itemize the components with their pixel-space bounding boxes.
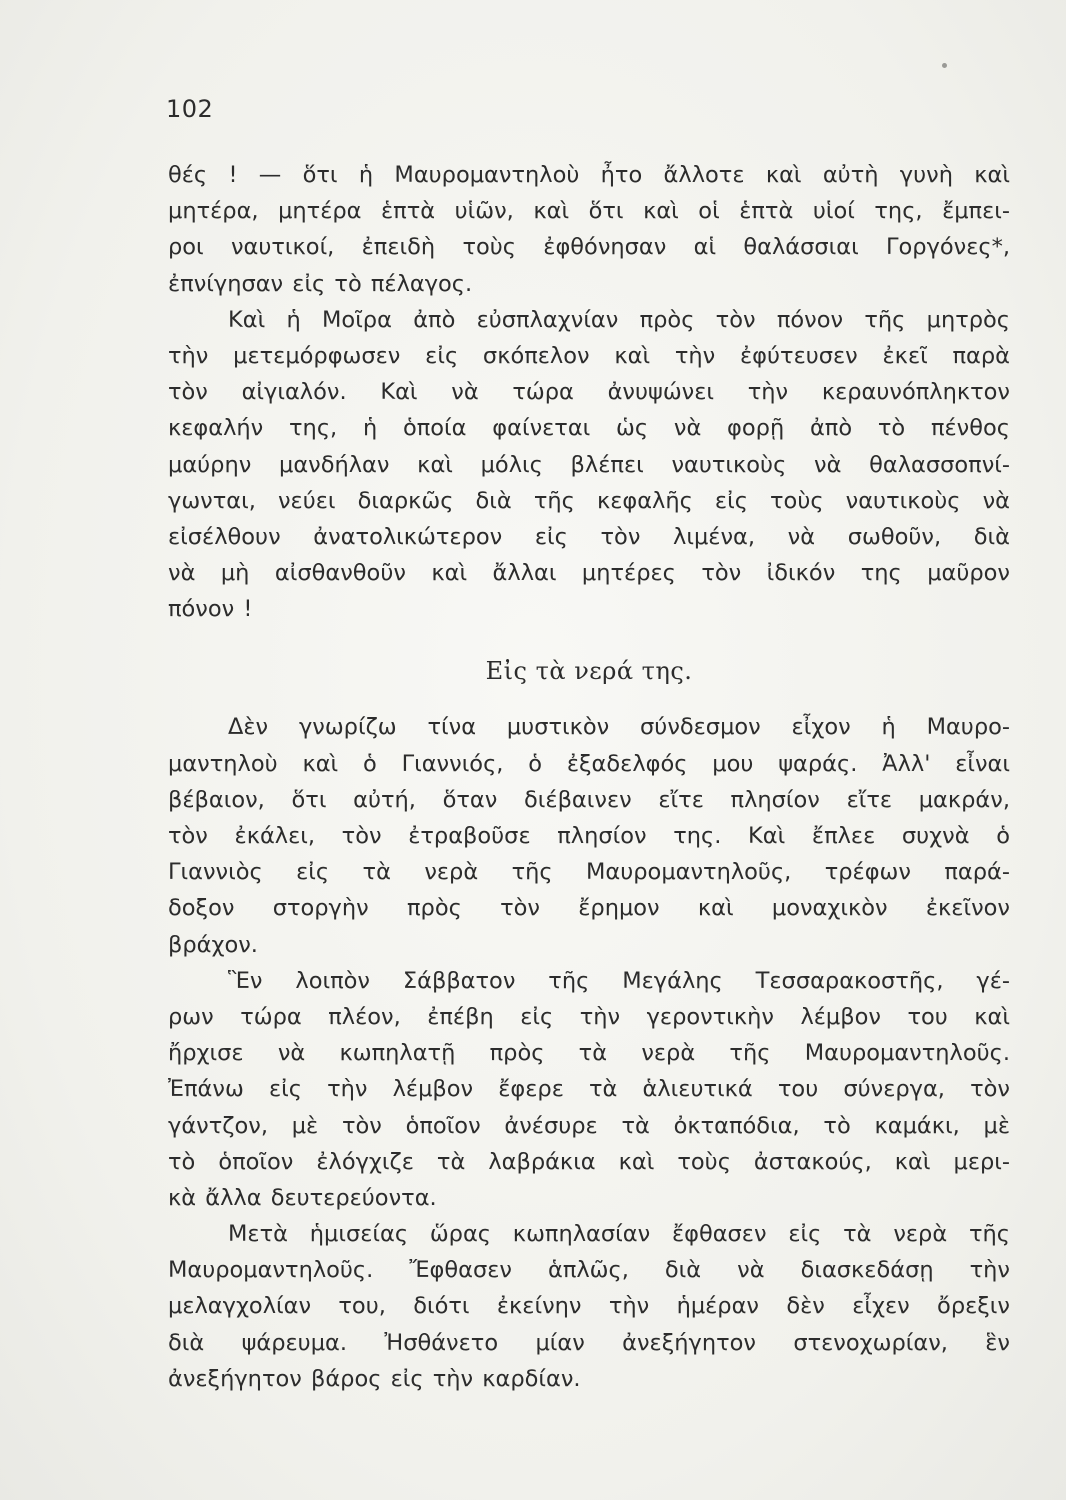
text-line: Ἓν λοιπὸν Σάββατον τῆς Μεγάλης Τεσσαρακοστῆς, γέ- bbox=[228, 967, 1010, 994]
page-number: 102 bbox=[166, 95, 214, 123]
body-text bbox=[168, 157, 1016, 1397]
text-line: εἰσέλθουν ἀνατολικώτερον εἰς τὸν λιμένα, νὰ σωθοῦν, διὰ bbox=[168, 523, 1010, 550]
paragraph bbox=[168, 1216, 1016, 1397]
paragraph bbox=[168, 302, 1016, 628]
text-line: τὸ ὁποῖον ἐλόγχιζε τὰ λαβράκια καὶ τοὺς ἀστακούς, καὶ μερι- bbox=[168, 1148, 1010, 1175]
text-line: γάντζον, μὲ τὸν ὁποῖον ἀνέσυρε τὰ ὀκταπόδια, τὸ καμάκι, μὲ bbox=[168, 1112, 1010, 1139]
text-line: βέβαιον, ὅτι αὐτή, ὅταν διέβαινεν εἴτε πλησίον εἴτε μακράν, bbox=[168, 786, 1010, 813]
text-line: μαντηλοὺ καὶ ὁ Γιαννιός, ὁ ἐξαδελφός μου ψαράς. Ἀλλ' εἶναι bbox=[168, 750, 1010, 777]
text-line: θές ! — ὅτι ἡ Μαυρομαντηλοὺ ἦτο ἄλλοτε καὶ αὐτὴ γυνὴ καὶ bbox=[168, 162, 1010, 188]
text-line: Γιαννιὸς εἰς τὰ νερὰ τῆς Μαυρομαντηλοῦς, τρέφων παρά- bbox=[168, 859, 1010, 886]
text-line: Μαυρομαντηλοῦς. Ἔφθασεν ἁπλῶς, διὰ νὰ διασκεδάσῃ τὴν bbox=[168, 1257, 1010, 1284]
text-line: τὴν μετεμόρφωσεν εἰς σκόπελον καὶ τὴν ἐφύτευσεν ἐκεῖ παρὰ bbox=[168, 342, 1010, 369]
text-line: μαύρην μανδήλαν καὶ μόλις βλέπει ναυτικοὺς νὰ θαλασσοπνί- bbox=[168, 451, 1010, 478]
ink-speck bbox=[942, 63, 947, 68]
text-line: Δὲν γνωρίζω τίνα μυστικὸν σύνδεσμον εἶχον ἡ Μαυρο- bbox=[228, 714, 1010, 741]
text-line: πόνον ! bbox=[168, 596, 253, 623]
text-line: ἤρχισε νὰ κωπηλατῇ πρὸς τὰ νερὰ τῆς Μαυρομαντηλοῦς. bbox=[168, 1040, 1010, 1067]
text-line: Καὶ ἡ Μοῖρα ἀπὸ εὐσπλαχνίαν πρὸς τὸν πόνον τῆς μητρὸς bbox=[228, 306, 1010, 333]
text-line: μελαγχολίαν του, διότι ἐκείνην τὴν ἡμέραν δὲν εἶχεν ὄρεξιν bbox=[168, 1293, 1010, 1320]
text-line: Μετὰ ἡμισείας ὥρας κωπηλασίαν ἔφθασεν εἰς τὰ νερὰ τῆς bbox=[228, 1221, 1010, 1248]
section-heading: Εἰς τὰ νερά της. bbox=[485, 657, 693, 686]
text-line: κεφαλήν της, ἡ ὁποία φαίνεται ὡς νὰ φορῇ ἀπὸ τὸ πένθος bbox=[168, 415, 1010, 442]
text-line: γωνται, νεύει διαρκῶς διὰ τῆς κεφαλῆς εἰς τοὺς ναυτικοὺς νὰ bbox=[168, 487, 1010, 514]
text-line: Ἐπάνω εἰς τὴν λέμβον ἔφερε τὰ ἁλιευτικά του σύνεργα, τὸν bbox=[168, 1076, 1010, 1103]
paragraph bbox=[168, 709, 1016, 962]
text-line: ροι ναυτικοί, ἐπειδὴ τοὺς ἐφθόνησαν αἱ θαλάσσιαι Γοργόνες*, bbox=[168, 234, 1010, 261]
paragraph bbox=[168, 963, 1016, 1216]
paragraph bbox=[168, 157, 1016, 302]
text-line: ρων τώρα πλέον, ἐπέβη εἰς τὴν γεροντικὴν λέμβον του καὶ bbox=[168, 1003, 1010, 1030]
text-line: κὰ ἄλλα δευτερεύοντα. bbox=[168, 1184, 437, 1211]
text-line: τὸν αἰγιαλόν. Καὶ νὰ τώρα ἀνυψώνει τὴν κεραυνόπληκτον bbox=[168, 379, 1010, 406]
text-line: τὸν ἐκάλει, τὸν ἐτραβοῦσε πλησίον της. Καὶ ἔπλεε συχνὰ ὁ bbox=[168, 823, 1010, 849]
text-line: νὰ μὴ αἰσθανθοῦν καὶ ἄλλαι μητέρες τὸν ἰδικόν της μαῦρον bbox=[168, 560, 1010, 587]
text-line: διὰ ψάρευμα. Ἠσθάνετο μίαν ἀνεξήγητον στενοχωρίαν, ἓν bbox=[168, 1329, 1010, 1356]
text-line: δοξον στοργὴν πρὸς τὸν ἔρημον καὶ μοναχικὸν ἐκεῖνον bbox=[168, 895, 1010, 922]
text-line: μητέρα, μητέρα ἑπτὰ υἱῶν, καὶ ὅτι καὶ οἱ ἑπτὰ υἱοί της, ἔμπει- bbox=[168, 198, 1010, 225]
text-line: βράχον. bbox=[168, 931, 258, 958]
text-line: ἐπνίγησαν εἰς τὸ πέλαγος. bbox=[168, 270, 473, 297]
text-line: ἀνεξήγητον βάρος εἰς τὴν καρδίαν. bbox=[168, 1365, 581, 1392]
